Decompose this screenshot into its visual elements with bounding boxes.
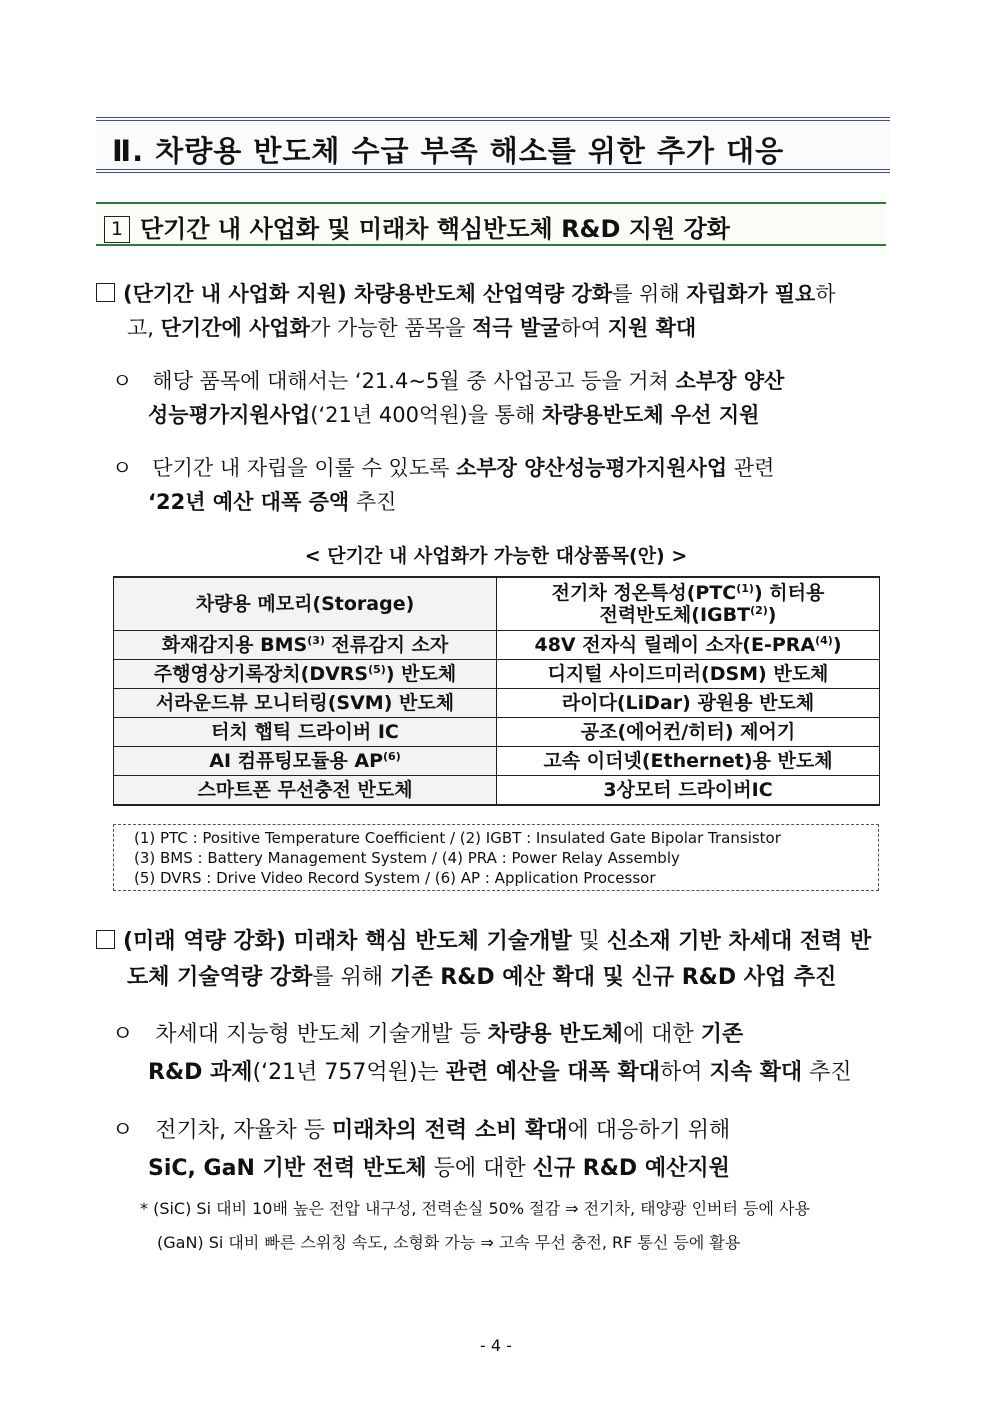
text-run: (단기간 내 사업화 지원) 차량용반도체 산업역량 강화 bbox=[123, 282, 613, 306]
footnote-marker: (5) bbox=[368, 663, 386, 676]
text-run: 기존 bbox=[700, 1022, 744, 1047]
cell-text: 디지털 사이드미러(DSM) 반도체 bbox=[547, 663, 829, 685]
text-run: 지원 확대 bbox=[607, 316, 697, 340]
text-run: 고, bbox=[127, 316, 161, 340]
text-run: 관련 bbox=[727, 456, 775, 480]
subsection-title-bar bbox=[96, 202, 886, 246]
table-row bbox=[114, 660, 880, 689]
footnote-line-2: (GaN) Si 대비 빠른 스위칭 속도, 소형화 가능 ⇒ 고속 무선 충전, RF 통신 등에 활용 bbox=[157, 1233, 741, 1252]
footnote-marker: (1) bbox=[736, 582, 754, 595]
table-row bbox=[114, 689, 880, 718]
cell-text: 스마트폰 무선충전 반도체 bbox=[197, 779, 413, 801]
table-cell bbox=[114, 631, 497, 660]
bullet-circle-icon: ㅇ bbox=[112, 456, 133, 480]
page-number: - 4 - bbox=[480, 1336, 512, 1355]
text-run: 를 위해 bbox=[312, 965, 391, 990]
text-run: 차량용반도체 우선 지원 bbox=[541, 403, 760, 427]
bullet-2-line-1 bbox=[112, 451, 774, 485]
bullet-4-line-2 bbox=[148, 1152, 730, 1186]
table-cell bbox=[114, 689, 497, 718]
cell-text: 주행영상기록장치(DVRS bbox=[153, 663, 369, 685]
cell-text: 터치 햅틱 드라이버 IC bbox=[211, 721, 399, 743]
cell-text: 라이다(LiDar) 광원용 반도체 bbox=[561, 692, 815, 714]
section-title-bar bbox=[96, 117, 890, 173]
bullet-1-line-2 bbox=[148, 398, 759, 432]
bullet-3-line-1 bbox=[112, 1018, 743, 1052]
table-row bbox=[114, 577, 880, 631]
table-row bbox=[114, 776, 880, 806]
text-run: 차세대 지능형 반도체 기술개발 등 bbox=[155, 1022, 488, 1047]
table-cell bbox=[497, 689, 880, 718]
text-run: 미래차의 전력 소비 확대 bbox=[332, 1118, 568, 1143]
text-run: 하여 bbox=[659, 1060, 710, 1085]
bullet-3-line-2 bbox=[148, 1056, 852, 1090]
paragraph-1-line-2 bbox=[127, 311, 696, 345]
text-run: 지속 확대 bbox=[709, 1060, 803, 1085]
table-cell bbox=[497, 660, 880, 689]
bullet-4-line-1 bbox=[112, 1114, 730, 1148]
text-run: (‘21년 757억원)는 bbox=[252, 1060, 446, 1085]
cell-text: 화재감지용 BMS bbox=[161, 634, 308, 656]
paragraph-2-line-2 bbox=[127, 961, 836, 995]
table-cell bbox=[114, 577, 497, 631]
text-run: 차량용 반도체 bbox=[487, 1022, 623, 1047]
cell-text: ) bbox=[832, 634, 842, 656]
text-run: 및 bbox=[571, 929, 607, 954]
text-run: 해당 품목에 대해서는 ‘21.4~5월 중 사업공고 등을 거쳐 bbox=[152, 369, 676, 393]
paragraph-2-line-1 bbox=[96, 925, 871, 959]
text-run: 에 대한 bbox=[622, 1022, 701, 1047]
text-run: 가 가능한 품목을 bbox=[309, 316, 472, 340]
table-cell bbox=[497, 747, 880, 776]
text-run: 추진 bbox=[802, 1060, 852, 1085]
footnote-marker: (3) bbox=[307, 634, 325, 647]
table-cell bbox=[497, 631, 880, 660]
cell-text: ) bbox=[767, 604, 777, 626]
cell-text: 3상모터 드라이버IC bbox=[603, 779, 773, 801]
table-cell bbox=[114, 747, 497, 776]
text-run: 등에 대한 bbox=[426, 1156, 533, 1181]
table-cell bbox=[497, 718, 880, 747]
cell-text: 전기차 정온특성(PTC bbox=[551, 582, 737, 604]
cell-text: AI 컴퓨팅모듈용 AP bbox=[209, 750, 384, 772]
footnote-marker: (6) bbox=[383, 750, 401, 763]
table-cell bbox=[497, 776, 880, 806]
footnote-line-1: * (SiC) Si 대비 10배 높은 전압 내구성, 전력손실 50% 절감 ⇒ 전기차, 태양광 인버터 등에 사용 bbox=[140, 1199, 810, 1218]
text-run: 소부장 양산성능평가지원사업 bbox=[456, 456, 728, 480]
cell-text: 고속 이더넷(Ethernet)용 반도체 bbox=[543, 750, 833, 772]
table-row bbox=[114, 718, 880, 747]
cell-text: 공조(에어컨/히터) 제어기 bbox=[580, 721, 796, 743]
cell-text: 서라운드뷰 모니터링(SVM) 반도체 bbox=[155, 692, 455, 714]
bullet-circle-icon: ㅇ bbox=[112, 369, 133, 393]
cell-text: ) 히터용 bbox=[753, 582, 825, 604]
text-run: 추진 bbox=[349, 490, 397, 514]
note-line: (1) PTC : Positive Temperature Coefficient / (2) IGBT : Insulated Gate Bipolar Transistor bbox=[134, 829, 781, 847]
cell-text: 전류감지 소자 bbox=[324, 634, 449, 656]
footnote-marker: (4) bbox=[815, 634, 833, 647]
text-run: 자립화가 필요 bbox=[686, 282, 816, 306]
table-cell bbox=[497, 577, 880, 631]
text-run: (‘21년 400억원)을 통해 bbox=[310, 403, 542, 427]
cell-text: ) 반도체 bbox=[385, 663, 457, 685]
note-line: (5) DVRS : Drive Video Record System / (6) AP : Application Processor bbox=[134, 869, 656, 887]
table-cell bbox=[114, 718, 497, 747]
target-items-table bbox=[113, 576, 880, 806]
table-caption: < 단기간 내 사업화가 가능한 대상품목(안) > bbox=[304, 545, 688, 567]
checkbox-square-icon bbox=[96, 930, 115, 949]
bullet-1-line-1 bbox=[112, 364, 784, 398]
text-run: 신소재 기반 차세대 전력 반 bbox=[606, 929, 872, 954]
table-cell bbox=[114, 776, 497, 806]
text-run: 기존 R&D 예산 확대 및 신규 R&D 사업 추진 bbox=[390, 965, 837, 990]
subsection-title: 단기간 내 사업화 및 미래차 핵심반도체 R&D 지원 강화 bbox=[140, 215, 730, 243]
text-run: R&D 과제 bbox=[148, 1060, 253, 1085]
text-run: 하 bbox=[815, 282, 836, 306]
note-line: (3) BMS : Battery Management System / (4) PRA : Power Relay Assembly bbox=[134, 849, 680, 867]
text-run: SiC, GaN 기반 전력 반도체 bbox=[148, 1156, 427, 1181]
checkbox-square-icon bbox=[96, 283, 115, 302]
text-run: 단기간 내 자립을 이룰 수 있도록 bbox=[152, 456, 457, 480]
text-run: ‘22년 예산 대폭 증액 bbox=[148, 490, 350, 514]
footnote-marker: (2) bbox=[750, 604, 768, 617]
bullet-2-line-2 bbox=[148, 485, 396, 519]
table-row bbox=[114, 747, 880, 776]
text-run: 성능평가지원사업 bbox=[148, 403, 311, 427]
cell-text: 전력반도체(IGBT bbox=[599, 604, 751, 626]
cell-text: 차량용 메모리(Storage) bbox=[195, 593, 415, 615]
text-run: 단기간에 사업화 bbox=[160, 316, 310, 340]
text-run: 도체 기술역량 강화 bbox=[127, 965, 313, 990]
bullet-circle-icon: ㅇ bbox=[112, 1118, 134, 1143]
text-run: 전기차, 자율차 등 bbox=[155, 1118, 333, 1143]
section-title: Ⅱ. 차량용 반도체 수급 부족 해소를 위한 추가 대응 bbox=[112, 134, 785, 168]
table-cell bbox=[114, 660, 497, 689]
bullet-circle-icon: ㅇ bbox=[112, 1022, 134, 1047]
table-row bbox=[114, 631, 880, 660]
text-run: (미래 역량 강화) 미래차 핵심 반도체 기술개발 bbox=[123, 929, 572, 954]
text-run: 하여 bbox=[560, 316, 608, 340]
text-run: 소부장 양산 bbox=[675, 369, 785, 393]
text-run: 신규 R&D 예산지원 bbox=[532, 1156, 730, 1181]
paragraph-1-line-1 bbox=[96, 277, 836, 311]
subsection-number: 1 bbox=[104, 216, 130, 243]
table-notes bbox=[113, 824, 879, 891]
text-run: 적극 발굴 bbox=[471, 316, 561, 340]
cell-text: 48V 전자식 릴레이 소자(E-PRA bbox=[534, 634, 816, 656]
text-run: 관련 예산을 대폭 확대 bbox=[445, 1060, 660, 1085]
text-run: 를 위해 bbox=[612, 282, 687, 306]
text-run: 에 대응하기 위해 bbox=[567, 1118, 731, 1143]
